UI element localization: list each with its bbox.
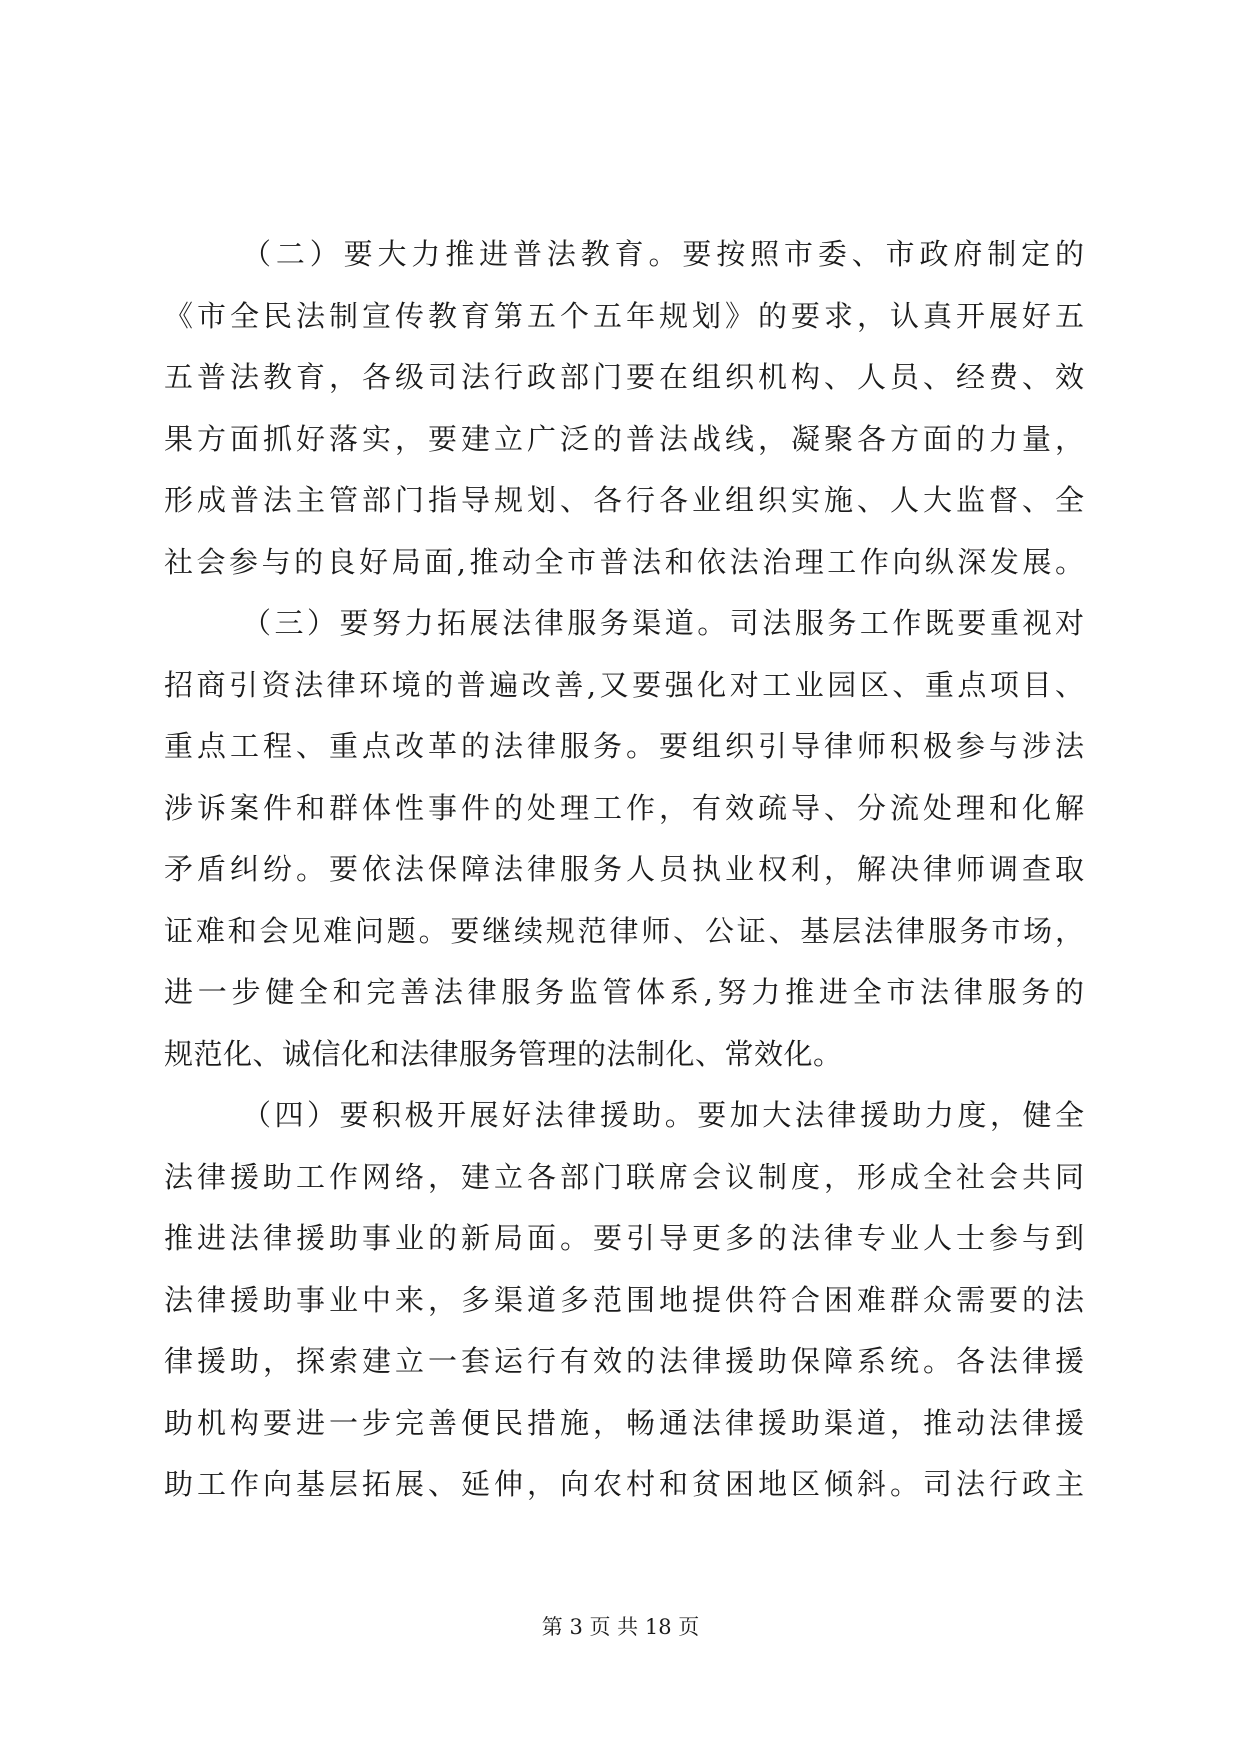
page-footer: 第 3 页 共 18 页	[541, 1615, 700, 1639]
text-line: 重点工程、重点改革的法律服务。要组织引导律师积极参与涉法	[164, 729, 1084, 763]
text-line: 涉诉案件和群体性事件的处理工作，有效疏导、分流处理和化解	[164, 790, 1084, 825]
text-line: 果方面抓好落实，要建立广泛的普法战线，凝聚各方面的力量，	[164, 421, 1084, 456]
text-line: 社会参与的良好局面,推动全市普法和依法治理工作向纵深发展。	[164, 544, 1084, 579]
text-line: （二）要大力推进普法教育。要按照市委、市政府制定的	[242, 237, 1084, 271]
text-line: 助工作向基层拓展、延伸，向农村和贫困地区倾斜。司法行政主	[164, 1467, 1084, 1501]
text-line: （四）要积极开展好法律援助。要加大法律援助力度，健全	[242, 1098, 1084, 1132]
text-line: 推进法律援助事业的新局面。要引导更多的法律专业人士参与到	[164, 1221, 1084, 1255]
text-line: 法律援助事业中来，多渠道多范围地提供符合困难群众需要的法	[164, 1282, 1084, 1317]
text-line: 矛盾纠纷。要依法保障法律服务人员执业权利，解决律师调查取	[164, 852, 1084, 886]
text-line: 法律援助工作网络，建立各部门联席会议制度，形成全社会共同	[164, 1159, 1084, 1194]
text-line: 形成普法主管部门指导规划、各行各业组织实施、人大监督、全	[164, 483, 1084, 517]
text-line: 进一步健全和完善法律服务监管体系,努力推进全市法律服务的	[164, 975, 1084, 1009]
text-line: 规范化、诚信化和法律服务管理的法制化、常效化。	[164, 1036, 843, 1071]
body-text	[164, 224, 1084, 1516]
text-line: 证难和会见难问题。要继续规范律师、公证、基层法律服务市场，	[164, 913, 1084, 948]
text-line: 《市全民法制宣传教育第五个五年规划》的要求，认真开展好五	[164, 298, 1084, 333]
text-line: 助机构要进一步完善便民措施，畅通法律援助渠道，推动法律援	[164, 1405, 1084, 1440]
text-line: （三）要努力拓展法律服务渠道。司法服务工作既要重视对	[242, 606, 1084, 640]
text-line: 五普法教育，各级司法行政部门要在组织机构、人员、经费、效	[164, 360, 1084, 394]
text-line: 招商引资法律环境的普遍改善,又要强化对工业园区、重点项目、	[164, 667, 1084, 702]
text-line: 律援助，探索建立一套运行有效的法律援助保障系统。各法律援	[164, 1344, 1084, 1378]
